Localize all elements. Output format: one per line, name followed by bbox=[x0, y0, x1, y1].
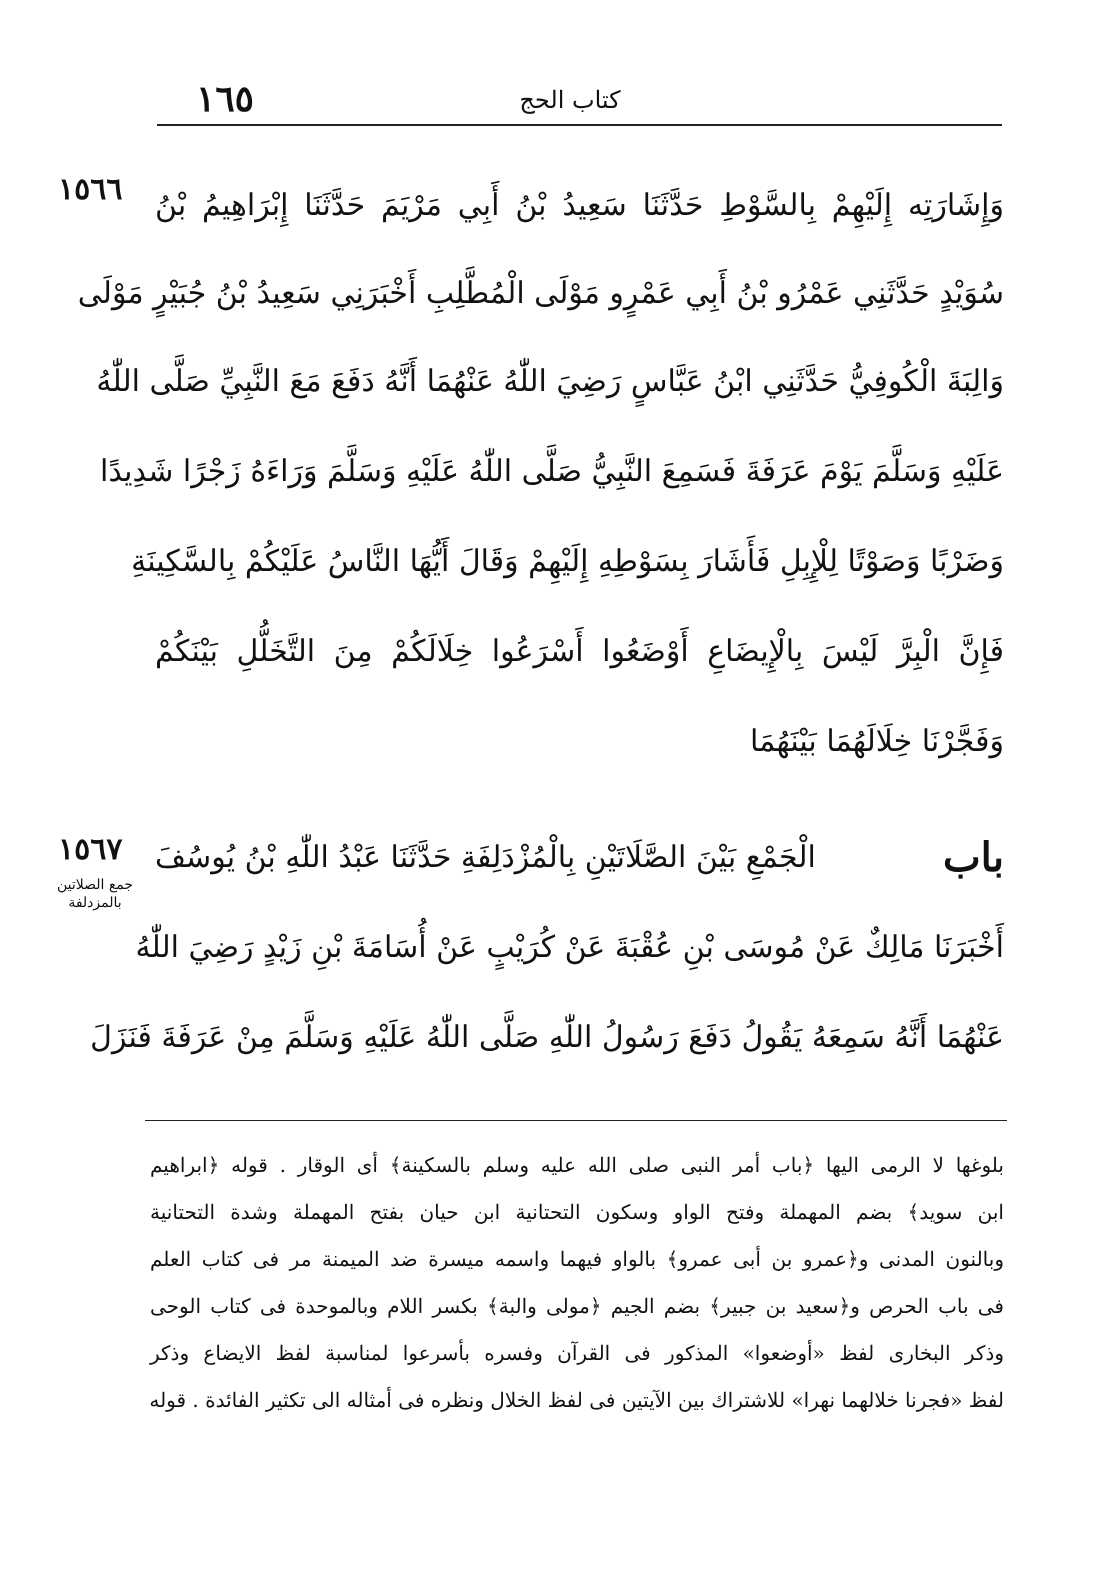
chapter-heading bbox=[155, 834, 1004, 881]
footnote-line: وبالنون المدنى و﴿عمرو بن أبى عمرو﴾ بالواو فيهما واسمه ميسرة ضد الميمنة مر فى كتاب العلم bbox=[150, 1247, 1004, 1271]
text-line: عَنْهُمَا أَنَّهُ سَمِعَهُ يَقُولُ دَفَعَ رَسُولُ اللّٰهِ صَلَّى اللّٰهُ عَلَيْهِ وَسَلَّمَ مِنْ عَرَفَةَ فَنَزَلَ bbox=[90, 1020, 1004, 1055]
side-note-line: بالمزدلفة bbox=[68, 895, 122, 911]
text-line: عَلَيْهِ وَسَلَّمَ يَوْمَ عَرَفَةَ فَسَمِعَ النَّبِيُّ صَلَّى اللّٰهُ عَلَيْهِ وَسَلَّمَ وَرَاءَهُ زَجْرًا شَدِيدًا bbox=[100, 454, 1004, 489]
footnote-rule bbox=[145, 1120, 1007, 1121]
chapter-label: باب bbox=[943, 834, 1004, 881]
footnote-line: وذكر البخارى لفظ «أوضعوا» المذكور فى القرآن وفسره بأسرعوا لمناسبة لفظ الايضاع وذكر bbox=[150, 1341, 1004, 1365]
text-line: وَإِشَارَتِه إِلَيْهِمْ بِالسَّوْطِ حَدَّثَنَا سَعِيدُ بْنُ أَبِي مَرْيَمَ حَدَّثَنَا إِبْرَاهِيمُ بْنُ bbox=[155, 188, 1004, 223]
header-rule bbox=[157, 124, 1002, 126]
text-line: وَفَجَّرْنَا خِلَالَهُمَا بَيْنَهُمَا bbox=[750, 724, 1004, 759]
page-number: ١٦٥ bbox=[196, 78, 255, 120]
side-note-line: جمع الصلاتين bbox=[56, 877, 134, 893]
hadith-number-1566: ١٥٦٦ bbox=[58, 172, 123, 207]
text-line: أَخْبَرَنَا مَالِكٌ عَنْ مُوسَى بْنِ عُقْبَةَ عَنْ كُرَيْبٍ عَنْ أُسَامَةَ بْنِ زَيْدٍ رَضِيَ اللّٰهُ bbox=[135, 930, 1004, 965]
footnote-line: بلوغها لا الرمى اليها ﴿باب أمر النبى صلى الله عليه وسلم بالسكينة﴾ أى الوقار . قوله ﴿ابراهيم bbox=[150, 1153, 1004, 1177]
running-head: كتاب الحج bbox=[519, 86, 621, 114]
chapter-title: الْجَمْعِ بَيْنَ الصَّلَاتَيْنِ بِالْمُزْدَلِفَةِ حَدَّثَنَا عَبْدُ اللّٰهِ بْنُ يُوسُفَ bbox=[155, 840, 816, 875]
footnote-line: ابن سويد﴾ بضم المهملة وفتح الواو وسكون التحتانية ابن حيان بفتح المهملة وشدة التحتانية bbox=[150, 1200, 1004, 1224]
footnote-line: فى باب الحرص و﴿سعيد بن جبير﴾ بضم الجيم ﴿مولى والبة﴾ بكسر اللام وبالموحدة فى كتاب الوحى bbox=[150, 1294, 1004, 1318]
text-line: وَالِبَةَ الْكُوفِيُّ حَدَّثَنِي ابْنُ عَبَّاسٍ رَضِيَ اللّٰهُ عَنْهُمَا أَنَّهُ دَفَعَ مَعَ النَّبِيِّ صَلَّى اللّٰهُ bbox=[96, 364, 1004, 399]
footnote-line: لفظ «فجرنا خلالهما نهرا» للاشتراك بين الآيتين فى لفظ الخلال ونظره فى أمثاله الى تكثير الفائدة . قوله bbox=[149, 1388, 1004, 1412]
hadith-number-1567: ١٥٦٧ bbox=[58, 832, 123, 867]
text-line: وَضَرْبًا وَصَوْتًا لِلْإِبِلِ فَأَشَارَ بِسَوْطِهِ إِلَيْهِمْ وَقَالَ أَيُّهَا النَّاسُ عَلَيْكُمْ بِالسَّكِينَةِ bbox=[131, 544, 1004, 579]
text-line: فَإِنَّ الْبِرَّ لَيْسَ بِالْإِيضَاعِ أَوْضَعُوا أَسْرَعُوا خِلَالَكُمْ مِنَ التَّخَلُّلِ بَيْنَكُمْ bbox=[155, 634, 1004, 669]
side-note bbox=[40, 876, 150, 912]
text-line: سُوَيْدٍ حَدَّثَنِي عَمْرُو بْنُ أَبِي عَمْرٍو مَوْلَى الْمُطَّلِبِ أَخْبَرَنِي سَعِيدُ بْنُ جُبَيْرٍ مَوْلَى bbox=[77, 276, 1004, 311]
